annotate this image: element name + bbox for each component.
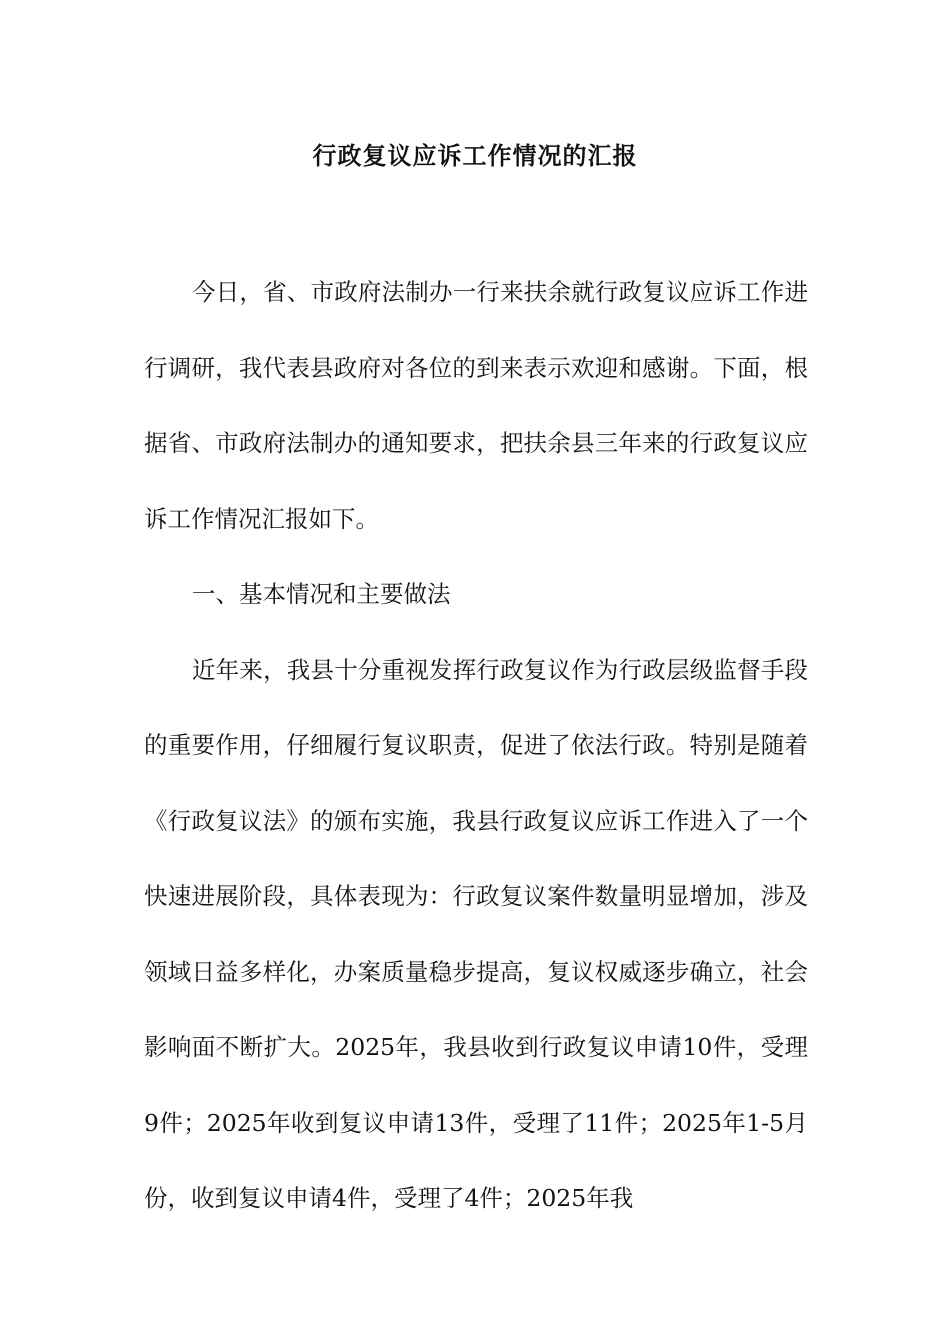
paragraph-intro: 今日，省、市政府法制办一行来扶余就行政复议应诉工作进行调研，我代表县政府对各位的到来表示欢迎和感谢。下面，根据省、市政府法制办的通知要求，把扶余县三年来的行政复议应诉工作情况汇报如下。 bbox=[144, 278, 808, 533]
document-body bbox=[144, 255, 808, 1237]
document-title: 行政复议应诉工作情况的汇报 bbox=[312, 141, 638, 170]
paragraph-overview: 近年来，我县十分重视发挥行政复议作为行政层级监督手段的重要作用，仔细履行复议职责，促进了依法行政。特别是随着《行政复议法》的颁布实施，我县行政复议应诉工作进入了一个快速进展阶段，具体表现为：行政复议案件数量明显增加，涉及领域日益多样化，办案质量稳步提高，复议权威逐步确立，社会影响面不断扩大。2025年，我县收到行政复议申请10件，受理9件；2025年收到复议申请13件，受理了11件；2025年1-5月份，收到复议申请4件，受理了4件；2025年我 bbox=[144, 655, 808, 1212]
section-heading: 一、基本情况和主要做法 bbox=[192, 580, 451, 608]
